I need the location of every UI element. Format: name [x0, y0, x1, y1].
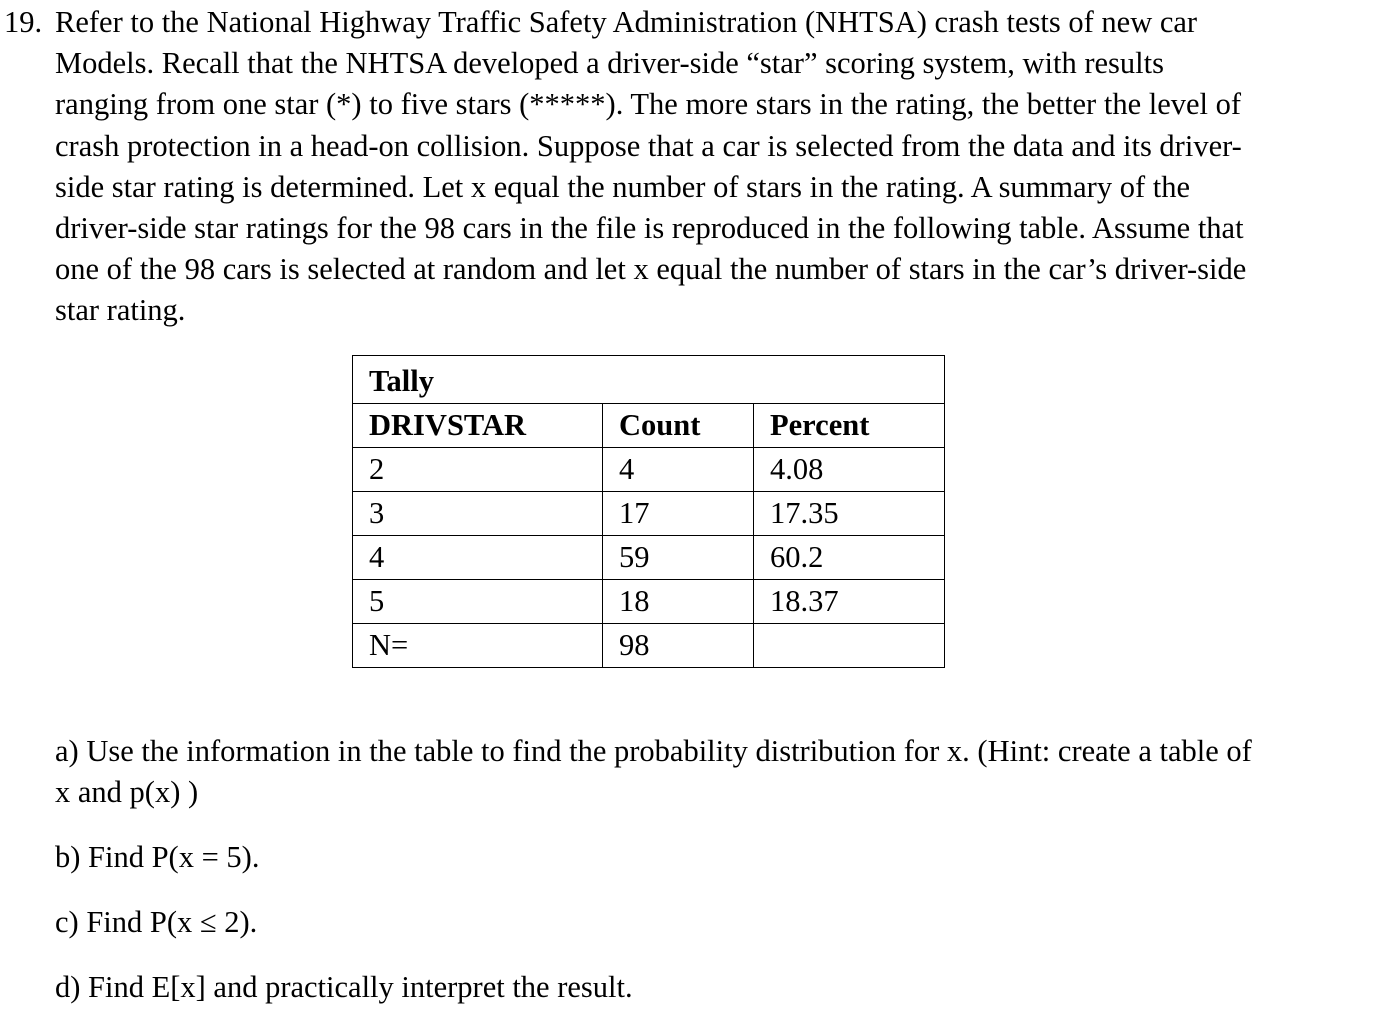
table-title: Tally [353, 356, 945, 404]
tally-table [352, 355, 945, 668]
table-row [353, 448, 945, 492]
table-header-row [353, 404, 945, 448]
table-row [353, 536, 945, 580]
cell-drivstar: 5 [353, 580, 603, 624]
cell-percent: 60.2 [754, 536, 945, 580]
question-block [0, 2, 1372, 332]
header-count: Count [603, 404, 754, 448]
question-line: side star rating is determined. Let x equal the number of stars in the rating. A summary of the [55, 169, 1190, 204]
question-line: driver-side star ratings for the 98 cars in the file is reproduced in the following table. Assume that [55, 211, 1244, 246]
header-drivstar: DRIVSTAR [353, 404, 603, 448]
cell-count: 4 [603, 448, 754, 492]
question-line: crash protection in a head-on collision. Suppose that a car is selected from the data and its driver- [55, 128, 1242, 163]
cell-count: 59 [603, 536, 754, 580]
question-line: star rating. [55, 293, 186, 328]
part-a [55, 731, 1252, 813]
header-percent: Percent [754, 404, 945, 448]
question-line: Models. Recall that the NHTSA developed a driver-side “star” scoring system, with results [55, 46, 1164, 81]
cell-total-percent [754, 624, 945, 668]
cell-total-label: N= [353, 624, 603, 668]
part-c: c) Find P(x ≤ 2). [55, 905, 258, 939]
question-text [55, 2, 1364, 332]
part-a-line: a) Use the information in the table to find the probability distribution for x. (Hint: create a table of [55, 734, 1252, 768]
cell-total-count: 98 [603, 624, 754, 668]
table-row [353, 492, 945, 536]
table-title-row [353, 356, 945, 404]
cell-drivstar: 2 [353, 448, 603, 492]
question-line: ranging from one star (*) to five stars (*****). The more stars in the rating, the better the level of [55, 87, 1242, 122]
cell-count: 17 [603, 492, 754, 536]
question-number: 19. [4, 5, 43, 39]
table-row [353, 580, 945, 624]
cell-percent: 4.08 [754, 448, 945, 492]
table-row-total [353, 624, 945, 668]
question-line: Refer to the National Highway Traffic Safety Administration (NHTSA) crash tests of new car [55, 5, 1198, 39]
question-line: one of the 98 cars is selected at random and let x equal the number of stars in the car’s driver-side [55, 252, 1247, 287]
cell-percent: 18.37 [754, 580, 945, 624]
part-a-line: x and p(x) ) [55, 775, 199, 810]
cell-drivstar: 3 [353, 492, 603, 536]
cell-count: 18 [603, 580, 754, 624]
part-d: d) Find E[x] and practically interpret the result. [55, 970, 633, 1004]
cell-percent: 17.35 [754, 492, 945, 536]
part-b: b) Find P(x = 5). [55, 840, 260, 874]
cell-drivstar: 4 [353, 536, 603, 580]
